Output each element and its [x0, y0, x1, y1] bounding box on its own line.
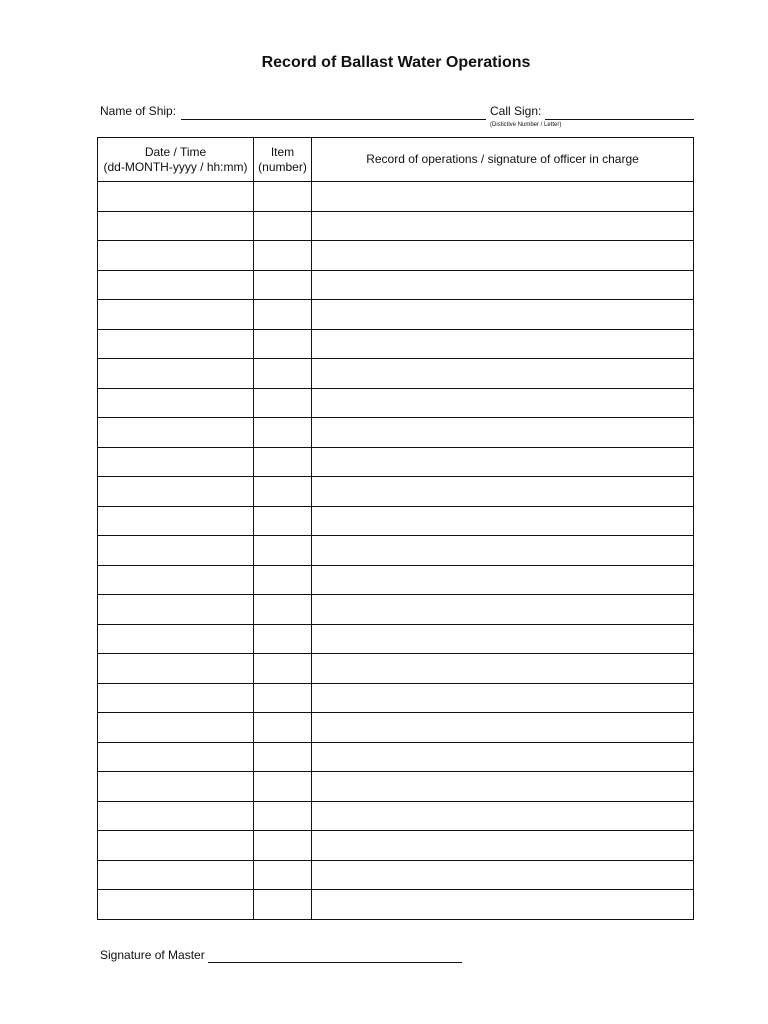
date-time-cell[interactable]: [98, 624, 254, 654]
table-body: [98, 182, 694, 920]
date-time-header-title: Date / Time: [144, 144, 207, 159]
table-row: [98, 388, 694, 418]
table-row: [98, 270, 694, 300]
table-row: [98, 211, 694, 241]
record-cell[interactable]: [312, 477, 694, 507]
table-row: [98, 506, 694, 536]
date-time-cell[interactable]: [98, 890, 254, 920]
table-row: [98, 890, 694, 920]
item-cell[interactable]: [254, 860, 312, 890]
date-time-cell[interactable]: [98, 742, 254, 772]
item-cell[interactable]: [254, 742, 312, 772]
table-row: [98, 595, 694, 625]
item-cell[interactable]: [254, 182, 312, 212]
record-cell[interactable]: [312, 624, 694, 654]
table-row: [98, 418, 694, 448]
item-cell[interactable]: [254, 447, 312, 477]
table-row: [98, 447, 694, 477]
item-cell[interactable]: [254, 654, 312, 684]
record-cell[interactable]: [312, 241, 694, 271]
item-cell[interactable]: [254, 270, 312, 300]
item-header-format: (number): [258, 159, 307, 174]
table-row: [98, 772, 694, 802]
date-time-cell[interactable]: [98, 565, 254, 595]
record-cell[interactable]: [312, 654, 694, 684]
item-cell[interactable]: [254, 506, 312, 536]
table-row: [98, 624, 694, 654]
table-row: [98, 359, 694, 389]
date-time-cell[interactable]: [98, 683, 254, 713]
record-cell[interactable]: [312, 536, 694, 566]
table-row: [98, 565, 694, 595]
date-time-cell[interactable]: [98, 477, 254, 507]
date-time-cell[interactable]: [98, 241, 254, 271]
table-row: [98, 241, 694, 271]
table-row: [98, 329, 694, 359]
record-cell[interactable]: [312, 300, 694, 330]
date-time-cell[interactable]: [98, 300, 254, 330]
record-cell[interactable]: [312, 595, 694, 625]
record-cell[interactable]: [312, 831, 694, 861]
date-time-cell[interactable]: [98, 801, 254, 831]
table-row: [98, 477, 694, 507]
call-sign-field[interactable]: [545, 119, 694, 120]
item-cell[interactable]: [254, 565, 312, 595]
table-row: [98, 536, 694, 566]
date-time-header: [98, 138, 254, 182]
record-cell[interactable]: [312, 270, 694, 300]
ballast-log-table: [97, 137, 694, 920]
date-time-cell[interactable]: [98, 506, 254, 536]
record-cell[interactable]: [312, 447, 694, 477]
item-cell[interactable]: [254, 831, 312, 861]
table-row: [98, 860, 694, 890]
item-cell[interactable]: [254, 418, 312, 448]
item-cell[interactable]: [254, 624, 312, 654]
date-time-cell[interactable]: [98, 860, 254, 890]
item-cell[interactable]: [254, 300, 312, 330]
ship-name-field[interactable]: [181, 119, 486, 120]
item-header: [254, 138, 312, 182]
record-cell[interactable]: [312, 565, 694, 595]
record-cell[interactable]: [312, 329, 694, 359]
record-cell[interactable]: [312, 713, 694, 743]
date-time-cell[interactable]: [98, 772, 254, 802]
date-time-cell[interactable]: [98, 182, 254, 212]
record-cell[interactable]: [312, 506, 694, 536]
item-cell[interactable]: [254, 388, 312, 418]
date-time-cell[interactable]: [98, 447, 254, 477]
item-cell[interactable]: [254, 683, 312, 713]
table-row: [98, 801, 694, 831]
record-header: Record of operations / signature of officer in charge: [312, 138, 694, 182]
call-sign-label: Call Sign:: [490, 104, 542, 118]
record-cell[interactable]: [312, 742, 694, 772]
table-row: [98, 742, 694, 772]
record-cell[interactable]: [312, 890, 694, 920]
record-cell[interactable]: [312, 182, 694, 212]
item-cell[interactable]: [254, 241, 312, 271]
item-cell[interactable]: [254, 801, 312, 831]
date-time-cell[interactable]: [98, 329, 254, 359]
item-cell[interactable]: [254, 477, 312, 507]
date-time-cell[interactable]: [98, 359, 254, 389]
master-signature-field[interactable]: [208, 962, 462, 963]
date-time-cell[interactable]: [98, 388, 254, 418]
document-title: Record of Ballast Water Operations: [261, 54, 531, 71]
date-time-cell[interactable]: [98, 418, 254, 448]
table-header-row: [98, 138, 694, 182]
record-cell[interactable]: [312, 683, 694, 713]
item-cell[interactable]: [254, 359, 312, 389]
item-cell[interactable]: [254, 536, 312, 566]
master-signature-label: Signature of Master: [100, 948, 205, 962]
item-cell[interactable]: [254, 713, 312, 743]
date-time-cell[interactable]: [98, 536, 254, 566]
date-time-header-format: (dd-MONTH-yyyy / hh:mm): [103, 159, 248, 174]
date-time-cell[interactable]: [98, 831, 254, 861]
item-cell[interactable]: [254, 211, 312, 241]
record-cell[interactable]: [312, 359, 694, 389]
record-cell[interactable]: [312, 801, 694, 831]
item-cell[interactable]: [254, 595, 312, 625]
record-cell[interactable]: [312, 772, 694, 802]
item-header-title: Item: [270, 144, 295, 159]
record-cell[interactable]: [312, 211, 694, 241]
date-time-cell[interactable]: [98, 211, 254, 241]
table-row: [98, 831, 694, 861]
record-cell[interactable]: [312, 860, 694, 890]
date-time-cell[interactable]: [98, 713, 254, 743]
call-sign-note: (Distictive Number / Letter): [490, 122, 562, 128]
table-row: [98, 182, 694, 212]
table-row: [98, 300, 694, 330]
ship-name-label: Name of Ship:: [100, 104, 177, 118]
record-cell[interactable]: [312, 418, 694, 448]
table-row: [98, 654, 694, 684]
date-time-cell[interactable]: [98, 595, 254, 625]
item-cell[interactable]: [254, 890, 312, 920]
item-cell[interactable]: [254, 772, 312, 802]
item-cell[interactable]: [254, 329, 312, 359]
table-row: [98, 683, 694, 713]
date-time-cell[interactable]: [98, 654, 254, 684]
record-cell[interactable]: [312, 388, 694, 418]
date-time-cell[interactable]: [98, 270, 254, 300]
table-row: [98, 713, 694, 743]
